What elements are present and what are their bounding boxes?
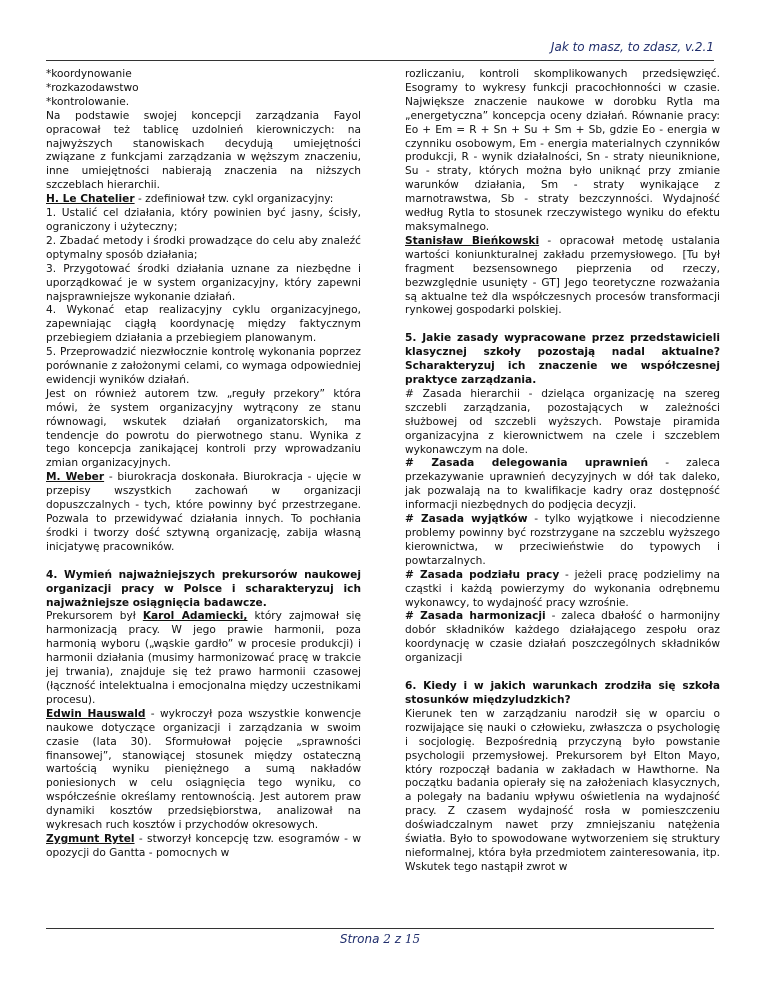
paragraph-text: - opracował metodę ustalania wartości koniunkturalnej zakładu przemysłowego. [Tu był fragment bezsensownego pieprzenia od rzeczy, bezwzględnie usunięty - GT] Jego teoretyczne rozważania są aktualne też dla współczesnych procesów transformacji rynkowej gospodarki polskiej. xyxy=(405,234,720,317)
footer-divider xyxy=(46,928,714,929)
paragraph: Kierunek ten w zarządzaniu narodził się w oparciu o rozwijające się nauki o człowieku, zwłaszcza o psychologię i socjologię. Bezpośrednią przyczyną było powstanie psychologii przemysłowej. Prekursorem był Elton Mayo, który rozpoczął badania w zakładach w Hawthorne. Na początku badania opierały się na założeniach klasycznych, a polegały na badaniu wpływu oświetlenia na wydajność pracy. Z czasem wydajność rosła w pomieszczeniu doświadczalnym nawet przy zmniejszaniu natężenia światła. Było to spowodowane wytworzeniem się struktury nieformalnej, która była przedmiotem zainteresowania, itp. Wskutek tego nastąpił zwrot w xyxy=(405,707,720,873)
principle-name: # Zasada harmonizacji xyxy=(405,610,546,623)
principle-exceptions xyxy=(405,513,720,569)
paragraph-text: - zaleca przekazywanie uprawnień decyzyjnych w dół tak daleko, jak pozwalają na to kwalifikacje kadry oraz dostępność informacji niezbędnych do podjęcia decyzji. xyxy=(405,457,720,512)
principle-division xyxy=(405,569,720,611)
right-column xyxy=(405,68,720,875)
principle-delegation xyxy=(405,457,720,513)
paragraph: *kontrolowanie. xyxy=(46,95,130,108)
paragraph-text: Prekursorem był xyxy=(46,610,143,623)
paragraph: Na podstawie swojej koncepcji zarządzania Fayol opracował też tablicę uzdolnień kierowniczych: na najwyższych stanowiskach decydują umiejętności związane z funkcjami zarządzania w węższym znaczeniu, inne umiejętności nabierają znaczenia na niższych szczeblach hierarchii. xyxy=(46,109,361,192)
list-item: 1. Ustalić cel działania, który powinien być jasny, ścisły, ograniczony i użyteczny; xyxy=(46,207,361,233)
paragraph: Jest on również autorem tzw. „reguły przekory” która mówi, że system organizacyjny wytrącony ze stanu równowagi, wskutek działań organizatorskich, ma tendencje do powrotu do pierwotnego stanu. Wynika z tego koncepcja zanikającej kontroli przy wprowadzaniu zmian organizacyjnych. xyxy=(46,387,361,470)
principle-name: # Zasada delegowania uprawnień xyxy=(405,457,649,470)
bienkowski-paragraph xyxy=(405,235,720,318)
paragraph-text: - jeżeli pracę podzielimy na cząstki i każdą powierzymy do wykonania odrębnemu wykonawcy, to wydajność pracy wzrośnie. xyxy=(405,568,720,609)
left-column xyxy=(46,68,361,861)
header-divider xyxy=(46,60,714,61)
list-item: 5. Przeprowadzić niezwłocznie kontrolę wykonania poprzez porównanie z założonymi celami, co wymaga odpowiedniej ewidencji wyników działań. xyxy=(46,346,361,386)
page-footer xyxy=(0,932,760,946)
footer-label: Strona xyxy=(339,932,380,946)
chatelier-paragraph xyxy=(46,193,361,207)
hauswald-paragraph xyxy=(46,708,361,833)
paragraph: *koordynowanie xyxy=(46,68,132,80)
principle-name: # Zasada wyjątków xyxy=(405,513,528,526)
paragraph-text: - stworzył koncepcję tzw. esogramów - w opozycji do Gantta - pomocnych w xyxy=(46,832,362,859)
author-name: Edwin Hauswald xyxy=(46,707,146,720)
principle-name: # Zasada podziału pracy xyxy=(405,568,560,581)
author-name: M. Weber xyxy=(46,471,105,484)
paragraph-text: - zdefiniował tzw. cykl organizacyjny: xyxy=(134,193,334,206)
document-header-title: Jak to masz, to zdasz, v.2.1 xyxy=(550,40,714,54)
paragraph-text: który zajmował się harmonizacją pracy. W jego prawie harmonii, poza harmonią wyboru („wąskie gardło” w procesie produkcji) i harmonii działania (musimy harmonizować pracę w trakcie jej trwania), znajduje się też prawo harmonii czasowej (łączność intelektualna i emocjonalna między uczestnikami procesu). xyxy=(46,610,361,706)
question-heading: 5. Jakie zasady wypracowane przez przedstawicieli klasycznej szkoły pozostają nadal aktualne? Scharakteryzuj ich znaczenie we współczesnej praktyce zarządzania. xyxy=(405,332,720,387)
paragraph-text: - wykroczył poza wszystkie konwencje naukowe dotyczące organizacji i zarządzania w swoim czasie (lata 30). Sformułował pojęcie „sprawności finansowej”, stanowiącej stosunek między ostateczną wartością wyniku pieniężnego a sumą nakładów poniesionych w celu osiągnięcia tego wyniku, co współcześnie określamy rentownością. Jest autorem praw dynamiki kosztów przedsiębiorstwa, analizował na wykresach ruch kosztów i przychodów okresowych. xyxy=(46,707,361,832)
paragraph-text: - tylko wyjątkowe i niecodzienne problemy powinny być rozstrzygane na szczeblu wyższego kierownictwa, w przeciwieństwie do typowych i powtarzalnych. xyxy=(405,513,720,567)
author-name: H. Le Chatelier xyxy=(46,193,135,206)
author-name: Zygmunt Rytel xyxy=(46,832,135,845)
footer-of: z xyxy=(394,932,402,946)
rytel-paragraph xyxy=(46,833,361,861)
page-number: 2 xyxy=(383,932,391,946)
principle-harmonization xyxy=(405,610,720,666)
page-total: 15 xyxy=(404,932,421,946)
list-item: 4. Wykonać etap realizacyjny cyklu organizacyjnego, zapewniając ciągłą koordynację między faktycznym przebiegiem działania a przebiegiem planowanym. xyxy=(46,304,361,345)
author-name: Karol Adamiecki, xyxy=(142,610,248,623)
list-item: 3. Przygotować środki działania uznane za niezbędne i uporządkować je w system organizacyjny, który zapewni najsprawniejsze wykonanie działań. xyxy=(46,262,361,303)
question-heading: 4. Wymień najważniejszych prekursorów naukowej organizacji pracy w Polsce i scharakteryzuj ich najważniejsze osiągnięcia badawcze. xyxy=(46,568,361,609)
paragraph-text: - biurokracja doskonała. Biurokracja - ujęcie w przepisy wszystkich zachowań w organizacji dopuszczalnych - tych, które powinny być przestrzegane. Pozwala to przewidywać działania innych. To pochłania środki i tworzy dość sztywną organizację, zabija własną inicjatywę pracowników. xyxy=(46,471,361,553)
adamiecki-paragraph xyxy=(46,610,361,707)
principle-hierarchy: # Zasada hierarchii - dzieląca organizację na szereg szczebli zarządzania, pozostających w zależności służbowej od szczebli wyższych. Powstaje piramida organizacyjna z kierownictwem na czele i szczeblem wykonawczym na dole. xyxy=(405,387,720,456)
paragraph: rozliczaniu, kontroli skomplikowanych przedsięwzięć. Esogramy to wykresy funkcji pracochłonności w czasie. Największe znaczenie naukowe w dorobku Rytla ma „energetyczna” koncepcja oceny działań. Równanie pracy: Eo + Em = R + Sn + Su + Sm + Sb, gdzie Eo - energia w czynniku osobowym, Em - energia materialnych czynników produkcji, R - wynik działalności, Sn - straty nieuniknione, Su - straty, których można było uniknąć przy zmianie warunków działania, Sm - straty wynikające z marnotrawstwa, Sb - straty bezczynności. Wydajność według Rytla to stosunek rzeczywistego wyniku do efektu maksymalnego. xyxy=(405,68,720,233)
paragraph-text: - zaleca dbałość o harmonijny dobór składników każdego działającego zespołu oraz koordynację w czasie działań poszczególnych składników organizacji xyxy=(405,610,721,665)
author-name: Stanisław Bieńkowski xyxy=(405,234,540,247)
paragraph: *rozkazodawstwo xyxy=(46,81,139,94)
question-heading: 6. Kiedy i w jakich warunkach zrodziła się szkoła stosunków międzyludzkich? xyxy=(405,680,720,706)
weber-paragraph xyxy=(46,471,361,554)
list-item: 2. Zbadać metody i środki prowadzące do celu aby znaleźć optymalny sposób działania; xyxy=(46,234,361,261)
